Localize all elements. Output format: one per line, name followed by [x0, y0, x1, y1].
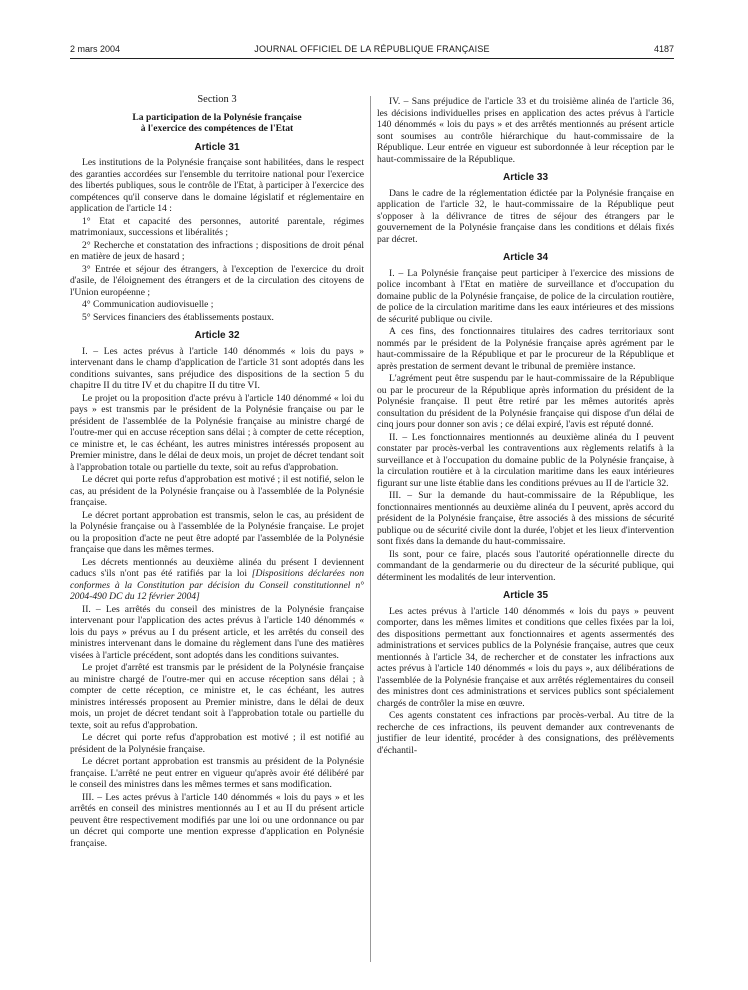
article-34-paragraph: A ces fins, des fonctionnaires titulaires des cadres territoriaux sont nommés par le président de la Polynésie française après agrément par le haut-commissaire de la République et par le procureur de la République et après prestation de serment devant le tribunal de première instance. — [377, 326, 674, 372]
article-32-paragraph: Le décret qui porte refus d'approbation est motivé ; il est notifié au président de la Polynésie française. — [70, 732, 364, 755]
section-title: Section 3 — [197, 94, 237, 105]
article-32-paragraph: III. – Les actes prévus à l'article 140 dénommés « lois du pays » et les arrêtés en conseil des ministres mentionnés au I et au II du présent article peuvent être respectivement modifiés par une loi ou une ordonnance ou par un décret qui comporte une mention expresse d'application en Polynésie française. — [70, 791, 364, 849]
constitutional-council-note: [Dispositions déclarées non conformes à la Constitution par décision du Conseil constitutionnel n° 2004-490 DC du 12 février 2004] — [70, 568, 364, 602]
article-32-paragraph: IV. – Sans préjudice de l'article 33 et du troisième alinéa de l'article 36, les décisions individuelles prises en application des actes prévus à l'article 140 dénommés « lois du pays » et des arrêtés mentionnés au présent article sont soumises au contrôle hiérarchique du haut-commissaire de la République. Leur entrée en vigueur est subordonnée à leur réception par le haut-commissaire de la République. — [377, 96, 674, 165]
right-column — [377, 96, 674, 757]
article-33-paragraph: Dans le cadre de la réglementation édictée par la Polynésie française en application de l'article 32, le haut-commissaire de la République peut s'opposer à la délivrance de titres de séjour des étrangers par le gouvernement de la Polynésie française dans les conditions et délais fixés par décret. — [377, 187, 674, 245]
article-31-item-1: 1° Etat et capacité des personnes, autorité parentale, régimes matrimoniaux, successions et libéralités ; — [70, 215, 364, 238]
article-34-title: Article 34 — [502, 252, 549, 263]
article-34-paragraph: L'agrément peut être suspendu par le haut-commissaire de la République ou par le procureur de la République après information du président de la Polynésie française. Il peut être retiré par les mêmes autorités après consultation du président de la Polynésie française qui dispose d'un délai de cinq jours pour donner son avis ; ce délai expiré, l'avis est réputé donné. — [377, 373, 674, 430]
article-32-paragraph-caducs — [70, 557, 364, 603]
header-page-number: 4187 — [653, 44, 674, 54]
article-35-paragraph: Les actes prévus à l'article 140 dénommés « lois du pays » peuvent comporter, dans les mêmes limites et conditions que celles fixées par la loi, des dispositions permettant aux fonctionnaires et agents assermentés des administrations et services publics de la Polynésie française, autres que ceux mentionnés à l'article 34, de rechercher et de constater les infractions aux actes prévus à l'article 140 dénommés « lois du pays », aux délibérations de l'assemblée de la Polynésie française et aux arrêtés réglementaires du conseil des ministres dont ces administrations et services publics sont spécialement chargés de contrôler la mise en œuvre. — [377, 605, 674, 709]
column-divider — [370, 96, 371, 962]
article-32-caducs-text: Les décrets mentionnés au deuxième alinéa du présent I deviennent caducs s'ils n'ont pas été ratifiés par la loi — [70, 556, 364, 579]
section-subtitle — [70, 112, 364, 135]
article-32-title: Article 32 — [194, 330, 240, 341]
article-31-item-2: 2° Recherche et constatation des infractions ; dispositions de droit pénal en matière de jeux de hasard ; — [70, 239, 364, 262]
article-35-title: Article 35 — [502, 590, 549, 601]
article-32-paragraph: Le projet ou la proposition d'acte prévu à l'article 140 dénommé « loi du pays » est transmis par le président de la Polynésie française ou par le président de l'assemblée de la Polynésie française au ministre chargé de l'outre-mer qui en accuse réception sans délai ; à compter de cette réception, ce ministre et, le cas échéant, les autres ministres intéressés proposent au Premier ministre, dans le délai de deux mois, un projet de décret tendant soit à l'approbation totale ou partielle du texte, soit au refus d'approbation. — [70, 392, 364, 473]
article-34-paragraph: I. – La Polynésie française peut participer à l'exercice des missions de police incombant à l'Etat en matière de surveillance et d'occupation du domaine public de la Polynésie française, de police de la circulation routière, de police de la circulation maritime dans les eaux intérieures et des missions de sécurité publique ou civile. — [377, 267, 674, 325]
article-32-paragraph: Le projet d'arrêté est transmis par le président de la Polynésie française au ministre chargé de l'outre-mer qui en accuse réception sans délai ; à compter de cette réception, ce ministre et, le cas échéant, les autres ministres intéressés proposent au Premier ministre, dans le délai de deux mois, un projet de décret tendant soit à l'approbation totale ou partielle du texte, soit au refus d'approbation. — [70, 662, 364, 731]
article-31-item-4: 4° Communication audiovisuelle ; — [82, 299, 214, 310]
article-35-paragraph: Ces agents constatent ces infractions par procès-verbal. Au titre de la recherche de ces infractions, ils peuvent demander aux contrevenants de justifier de leur identité, procéder à des consignations, des prélèvements d'échantil- — [377, 710, 674, 756]
left-column — [70, 94, 364, 850]
article-32-paragraph: Le décret portant approbation est transmis au président de la Polynésie française. L'arrêté ne peut entrer en vigueur qu'après avoir été délibéré par le conseil des ministres dans les mêmes termes et sans modification. — [70, 756, 364, 790]
section-subtitle-line-1: La participation de la Polynésie française — [132, 111, 302, 123]
article-31-title: Article 31 — [194, 141, 240, 153]
header-journal-title: JOURNAL OFFICIEL DE LA RÉPUBLIQUE FRANÇAISE — [254, 44, 490, 54]
article-34-paragraph: Ils sont, pour ce faire, placés sous l'autorité opérationnelle directe du commandant de la gendarmerie ou du directeur de la sécurité publique, qui déterminent les modalités de leur intervention. — [377, 548, 674, 583]
article-34-paragraph: III. – Sur la demande du haut-commissaire de la République, les fonctionnaires mentionnés au deuxième alinéa du I peuvent, après accord du président de la Polynésie française, être associés à des missions de sécurité publique ou de sécurité civile dont la durée, l'objet et les lieux d'intervention sont fixés dans la demande du haut-commissaire. — [377, 490, 674, 547]
article-31-paragraph: Les institutions de la Polynésie française sont habilitées, dans le respect des garanties accordées sur l'ensemble du territoire national pour l'exercice des libertés publiques, sous le contrôle de l'Etat, à participer à l'exercice des compétences qu'il conserve dans le domaine législatif et réglementaire en application de l'article 14 : — [70, 157, 364, 214]
article-31-item-5: 5° Services financiers des établissements postaux. — [82, 311, 274, 323]
article-32-paragraph: Le décret qui porte refus d'approbation est motivé ; il est notifié, selon le cas, au président de la Polynésie française ou à l'assemblée de la Polynésie française. — [70, 474, 364, 508]
page-header — [70, 44, 674, 58]
header-rule — [70, 58, 674, 59]
article-32-paragraph: II. – Les arrêtés du conseil des ministres de la Polynésie française intervenant pour l'application des actes prévus à l'article 140 dénommés « lois du pays » prévus au I du présent article, et les arrêtés du conseil des ministres intervenant dans le domaine du règlement dans l'une des matières visées à l'article précédent, sont adoptés dans les conditions suivantes. — [70, 603, 364, 661]
article-32-paragraph: I. – Les actes prévus à l'article 140 dénommés « lois du pays » intervenant dans le champ d'application de l'article 31 sont adoptés dans les conditions suivantes, sans préjudice des dispositions de la section 5 du chapitre II du titre IV et du chapitre II du titre VI. — [70, 345, 364, 391]
article-31-item-3: 3° Entrée et séjour des étrangers, à l'exception de l'exercice du droit d'asile, de l'éloignement des étrangers et de la circulation des citoyens de l'Union européenne ; — [70, 263, 364, 298]
section-subtitle-line-2: à l'exercice des compétences de l'Etat — [140, 123, 294, 134]
header-date: 2 mars 2004 — [70, 44, 121, 54]
article-33-title: Article 33 — [502, 172, 549, 183]
article-34-paragraph: II. – Les fonctionnaires mentionnés au deuxième alinéa du I peuvent constater par procès-verbal les contraventions aux règlements relatifs à la surveillance et à l'occupation du domaine public de la Polynésie française, à la circulation routière et à la circulation maritime dans les eaux intérieures figurant sur une liste établie dans les conditions prévues au II de l'article 32. — [377, 431, 674, 489]
article-32-paragraph: Le décret portant approbation est transmis, selon le cas, au président de la Polynésie française ou à l'assemblée de la Polynésie française. Le projet ou la proposition d'acte ne peut être adopté par l'assemblée de la Polynésie française que dans les mêmes termes. — [70, 509, 364, 555]
